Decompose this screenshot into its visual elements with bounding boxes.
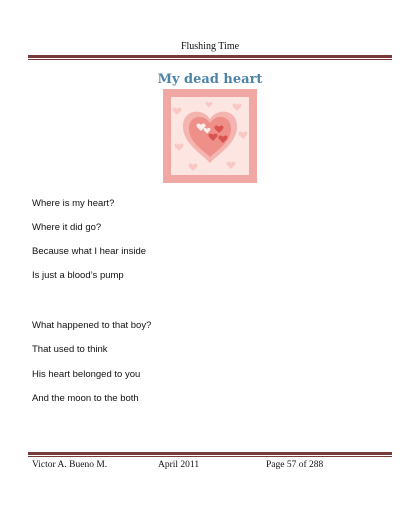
heart-illustration — [163, 89, 257, 183]
poem-title: My dead heart — [157, 72, 263, 87]
poem-line: Because what I hear inside — [32, 246, 147, 257]
footer-date: April 2011 — [158, 460, 200, 470]
poem-line: And the moon to the both — [32, 393, 139, 404]
header-title: Flushing Time — [180, 41, 240, 52]
page-footer — [0, 460, 420, 472]
footer-rule — [28, 452, 392, 457]
poem-line: Where is my heart? — [32, 198, 115, 209]
header-rule — [28, 55, 392, 60]
footer-author: Victor A. Bueno M. — [32, 460, 108, 470]
poem-line: Is just a blood’s pump — [32, 270, 124, 281]
poem-line: Where it did go? — [32, 222, 102, 233]
poem-line: What happened to that boy? — [32, 320, 152, 331]
poem-line: His heart belonged to you — [32, 369, 141, 380]
footer-page-number: Page 57 of 288 — [266, 460, 324, 470]
poem-line: That used to think — [32, 344, 108, 355]
heart-icon — [163, 89, 257, 183]
